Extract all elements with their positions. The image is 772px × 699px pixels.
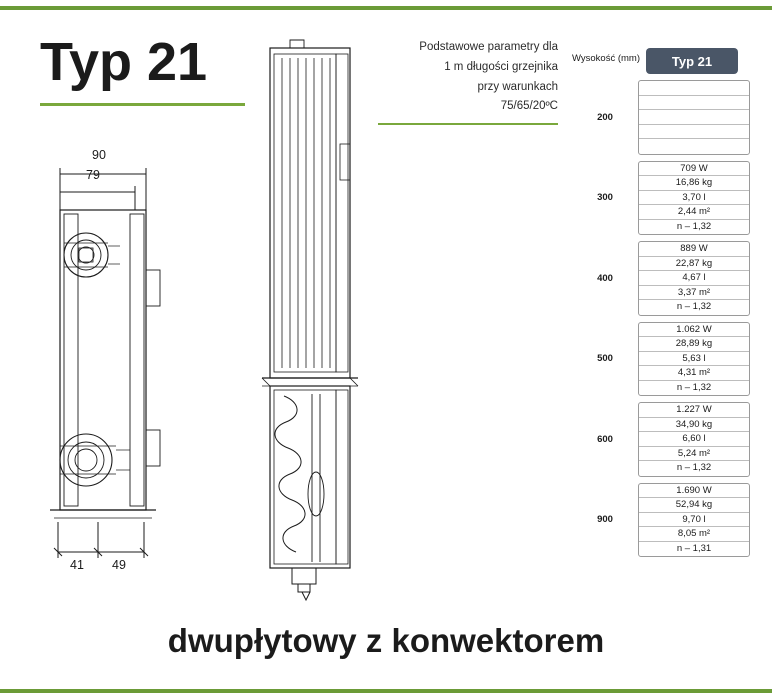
table-row [572, 241, 750, 316]
value-volume [639, 110, 749, 125]
row-values [638, 161, 750, 236]
cross-section-svg [20, 140, 220, 590]
row-values [638, 483, 750, 558]
value-volume: 6,60 l [639, 432, 749, 447]
value-exponent [639, 139, 749, 154]
top-divider [0, 6, 772, 10]
table-header [572, 48, 750, 76]
dimension-left-bottom: 41 [70, 558, 84, 572]
row-height-label: 500 [597, 353, 613, 365]
row-height-label: 600 [597, 433, 613, 445]
row-height-label: 900 [597, 514, 613, 526]
dimension-right-bottom: 49 [112, 558, 126, 572]
row-height-label: 400 [597, 272, 613, 284]
parameters-note [376, 38, 558, 125]
value-weight: 16,86 kg [639, 176, 749, 191]
note-line-1: Podstawowe parametry dla [419, 41, 558, 53]
specification-table [572, 48, 750, 557]
title-block [40, 34, 250, 106]
row-values [638, 402, 750, 477]
value-weight [639, 96, 749, 111]
value-power [639, 81, 749, 96]
value-area: 3,37 m² [639, 286, 749, 301]
radiator-cross-section-drawing [20, 140, 220, 590]
note-line-2: 1 m długości grzejnika [444, 60, 558, 73]
value-exponent: n – 1,32 [676, 381, 712, 393]
value-box [638, 402, 750, 477]
note-line-3: przy warunkach [477, 80, 558, 93]
value-box [638, 483, 750, 558]
table-row [572, 322, 750, 397]
row-height-label: 200 [597, 111, 613, 123]
table-row [572, 402, 750, 477]
value-exponent: n – 1,32 [676, 301, 712, 312]
value-exponent: n – 1,32 [676, 220, 712, 232]
value-volume: 5,63 l [639, 352, 749, 367]
title-underline [40, 103, 245, 106]
radiator-side-view-drawing [240, 24, 370, 604]
value-power: 709 W [639, 162, 749, 177]
value-weight: 52,94 kg [639, 498, 749, 513]
value-volume: 9,70 l [639, 513, 749, 528]
row-values [638, 80, 750, 155]
value-area: 8,05 m² [639, 527, 749, 542]
table-row [572, 483, 750, 558]
value-area: 5,24 m² [639, 447, 749, 462]
value-power: 1.690 W [639, 484, 749, 499]
note-underline [378, 123, 558, 125]
value-box [638, 80, 750, 155]
table-row [572, 161, 750, 236]
value-weight: 34,90 kg [639, 418, 749, 433]
value-area: 2,44 m² [639, 205, 749, 220]
value-power: 1.227 W [639, 403, 749, 418]
row-values [638, 241, 750, 316]
dimension-inner-depth: 79 [86, 168, 100, 182]
side-view-svg [240, 24, 370, 604]
value-weight: 28,89 kg [639, 337, 749, 352]
note-line-4: 75/65/20ºC [500, 100, 558, 113]
value-power: 889 W [639, 242, 749, 257]
value-box [638, 322, 750, 397]
value-volume: 3,70 l [639, 191, 749, 206]
value-power: 1.062 W [639, 323, 749, 338]
value-exponent: n – 1,31 [676, 542, 712, 554]
value-box [638, 241, 750, 316]
page-caption: dwupłytowy z konwektorem [167, 622, 605, 659]
dimension-total-depth: 90 [92, 148, 106, 162]
value-volume: 4,67 l [639, 271, 749, 286]
table-row [572, 80, 750, 155]
bottom-divider [0, 689, 772, 693]
value-exponent: n – 1,32 [676, 462, 712, 473]
value-area: 4,31 m² [639, 366, 749, 381]
type-column-header-chip: Typ 21 [646, 48, 738, 74]
height-column-header: Wysokość (mm) [572, 53, 640, 64]
row-height-label: 300 [597, 192, 613, 204]
value-weight: 22,87 kg [639, 257, 749, 272]
spec-table [572, 80, 750, 557]
row-values [638, 322, 750, 397]
value-area [639, 125, 749, 140]
value-box [638, 161, 750, 236]
page-title: Typ 21 [40, 32, 208, 92]
